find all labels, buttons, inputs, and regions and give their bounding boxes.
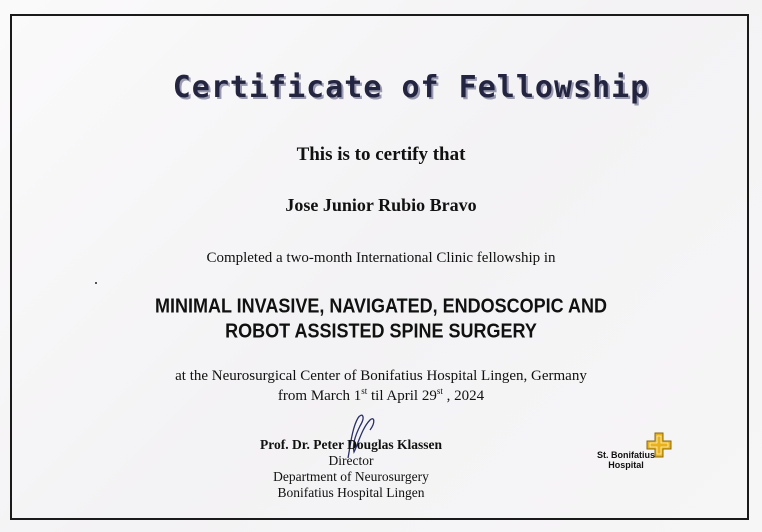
dates-suffix: , 2024: [442, 388, 485, 404]
recipient-name: Jose Junior Rubio Bravo: [285, 195, 477, 215]
course-title-line-2: ROBOT ASSISTED SPINE SURGERY: [225, 319, 537, 343]
dates-sup-1: st: [361, 386, 368, 396]
signatory-name: Prof. Dr. Peter Douglas Klassen: [260, 437, 442, 452]
hospital-logo: [586, 430, 686, 474]
speck: [95, 282, 97, 284]
dates-middle: til April 29: [367, 388, 437, 404]
signatory-role: Director: [328, 453, 374, 468]
location-line: at the Neurosurgical Center of Bonifatius Hospital Lingen, Germany: [175, 368, 587, 384]
completed-line: Completed a two-month International Clinic fellowship in: [206, 250, 556, 266]
dates-line: [0, 386, 762, 405]
certificate-title: Certificate of Fellowship: [172, 70, 650, 105]
logo-line-2: Hospital: [608, 460, 644, 470]
signatory-institution: Bonifatius Hospital Lingen: [277, 485, 425, 500]
dates-prefix: from March 1: [277, 388, 362, 404]
certify-line: This is to certify that: [296, 144, 466, 165]
dates-sup-2: st: [436, 386, 443, 396]
hospital-logo-text: [586, 450, 666, 470]
signatory-department: Department of Neurosurgery: [273, 469, 429, 484]
logo-line-1: St. Bonifatius: [597, 450, 655, 460]
course-title-line-1: MINIMAL INVASIVE, NAVIGATED, ENDOSCOPIC AND: [154, 294, 608, 318]
signatory-block: [216, 437, 486, 501]
